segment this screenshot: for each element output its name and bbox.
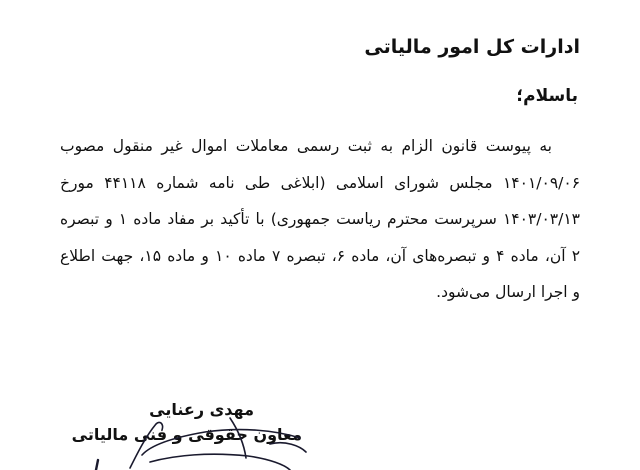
signatory-title: معاون حقوقی و فنی مالیاتی [71,425,302,444]
letter-greeting: باسلام؛ [516,86,578,106]
body-line: و اجرا ارسال می‌شود. [436,283,580,301]
letter-heading: ادارات کل امور مالیاتی [364,36,580,58]
body-line: ۲ آن، ماده ۴ و تبصره‌های آن، ماده ۶، تبصره ۷ ماده ۱۰ و ماده ۱۵، جهت اطلاع [60,246,581,265]
body-line: به پیوست قانون الزام به ثبت رسمی معاملات اموال غیر منقول مصوب [60,137,552,155]
body-line: ۱۴۰۱/۰۹/۰۶ مجلس شورای اسلامی (ابلاغی طی نامه شماره ۴۴۱۱۸ مورخ [60,173,581,192]
letter-body [60,128,580,311]
signatory-name: مهدی رعنایی [149,400,254,419]
body-line: ۱۴۰۳/۰۳/۱۳ سرپرست محترم ریاست جمهوری) با تأکید بر مفاد ماده ۱ و تبصره [60,210,580,228]
